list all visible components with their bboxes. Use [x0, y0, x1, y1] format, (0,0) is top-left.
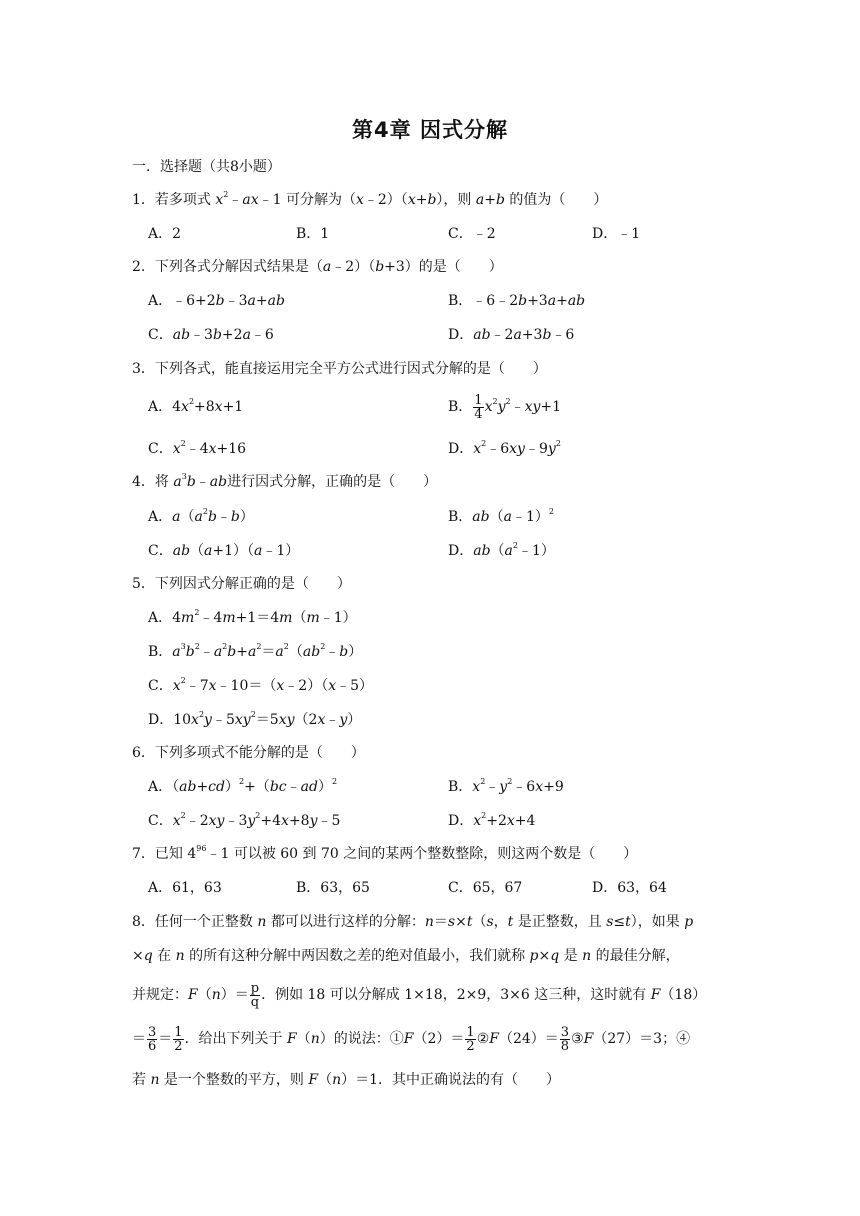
option-a[interactable]: A．$4x^2+8x+1$	[148, 397, 244, 415]
fraction: $\frac{3}{8}$	[560, 1024, 570, 1054]
option-c[interactable]: C．65，67	[448, 880, 523, 896]
option-c[interactable]: C．$x^2﹣7x﹣10=(x﹣2)(x﹣5)$	[148, 676, 374, 694]
option-b[interactable]: B．﹣6﹣2b+3a+ab	[448, 293, 586, 309]
question-3: 3．下列各式，能直接运用完全平方公式进行因式分解的是（ ）	[132, 361, 547, 377]
option-a[interactable]: A．2	[148, 226, 182, 242]
question-8-line-1: 8．任何一个正整数 n 都可以进行这样的分解：n＝s×t（s，t 是正整数，且 s≤t），如果 p	[132, 914, 694, 930]
question-8-line-4: ＝ $\frac{3}{6}$ ＝ $\frac{1}{2}$ ．给出下列关于 F（n）的说法：①F（2）＝ $\frac{1}{2}$ ②F（24）＝ $\frac{3}{8}$ ③F（27）＝3；④	[132, 1024, 691, 1054]
option-b[interactable]: B．1	[296, 226, 330, 242]
option-c[interactable]: C．$x^2﹣4x+16$	[148, 439, 247, 457]
question-1: 1．若多项式 $x^2﹣ax﹣1$ 可分解为（x﹣2）（x+b），则 a+b 的值为（ ）	[132, 190, 608, 208]
option-d[interactable]: D．$x^2﹣6xy﹣9y^2$	[448, 439, 561, 457]
page-title: 第4章 因式分解	[352, 118, 508, 142]
option-d[interactable]: D．$10x^2y﹣5xy^2=5xy(2x﹣y)$	[148, 710, 362, 728]
option-c[interactable]: C．ab﹣3b+2a﹣6	[148, 327, 274, 343]
option-d[interactable]: D．﹣1	[592, 226, 641, 242]
option-a[interactable]: A．$4m^2﹣4m+1=4m(m﹣1)$	[148, 608, 357, 626]
question-8-line-3: 并规定：F（n）＝ $\frac{p}{q}$ ．例如 18 可以分解成 1×18，2×9，3×6 这三种，这时就有 F（18）	[132, 980, 707, 1010]
option-b[interactable]: B．$x^2﹣y^2﹣6x+9$	[448, 777, 564, 795]
question-8-line-5: 若 n 是一个整数的平方，则 F（n）＝1．其中正确说法的有（ ）	[132, 1072, 561, 1088]
question-8-line-2: ×q 在 n 的所有这种分解中两因数之差的绝对值最小，我们就称 p×q 是 n 的最佳分解，	[132, 948, 680, 964]
question-2: 2．下列各式分解因式结果是（a﹣2）（b+3）的是（ ）	[132, 259, 503, 275]
option-c[interactable]: C．﹣2	[448, 226, 496, 242]
option-d[interactable]: D．$ab(a^2﹣1)$	[448, 541, 555, 559]
option-a[interactable]: A．$(ab+cd)^2+(bc﹣ad)^2$	[148, 777, 338, 795]
option-d[interactable]: D．$x^2+2x+4$	[448, 811, 536, 829]
option-b[interactable]: B．63，65	[296, 880, 370, 896]
option-d[interactable]: D．63，64	[592, 880, 667, 896]
fraction: $\frac{1}{4}$	[474, 392, 483, 422]
option-c[interactable]: C．ab（a+1）（a﹣1）	[148, 543, 300, 559]
option-a[interactable]: A．$a(a^2b﹣b)$	[148, 507, 254, 525]
question-6: 6．下列多项式不能分解的是（ ）	[132, 745, 365, 761]
fraction: $\frac{1}{2}$	[466, 1024, 475, 1054]
section-heading: 一．选择题（共8小题）	[132, 159, 281, 175]
question-5: 5．下列因式分解正确的是（ ）	[132, 576, 351, 592]
fraction: $\frac{p}{q}$	[250, 980, 260, 1010]
option-a[interactable]: A．61，63	[148, 880, 222, 896]
option-c[interactable]: C．$x^2﹣2xy﹣3y^2+4x+8y﹣5$	[148, 811, 341, 829]
fraction: $\frac{3}{6}$	[148, 1024, 157, 1054]
option-b[interactable]: B．$a^3b^2﹣a^2b+a^2=a^2(ab^2﹣b)$	[148, 642, 363, 660]
option-a[interactable]: A．﹣6+2b﹣3a+ab	[148, 293, 285, 309]
option-d[interactable]: D．ab﹣2a+3b﹣6	[448, 327, 575, 343]
question-4: 4．将 $a^3b﹣ab$进行因式分解，正确的是（ ）	[132, 472, 438, 490]
option-b[interactable]: B．ab（a﹣1）$^2$	[448, 507, 554, 525]
fraction: $\frac{1}{2}$	[174, 1024, 183, 1054]
option-b[interactable]: B． $\frac{1}{4}$ $x^2y^2﹣xy+1$	[448, 392, 562, 422]
question-7: 7．已知 $4^{96}﹣1$ 可以被 60 到 70 之间的某两个整数整除，则这两个数是（ ）	[132, 844, 638, 862]
